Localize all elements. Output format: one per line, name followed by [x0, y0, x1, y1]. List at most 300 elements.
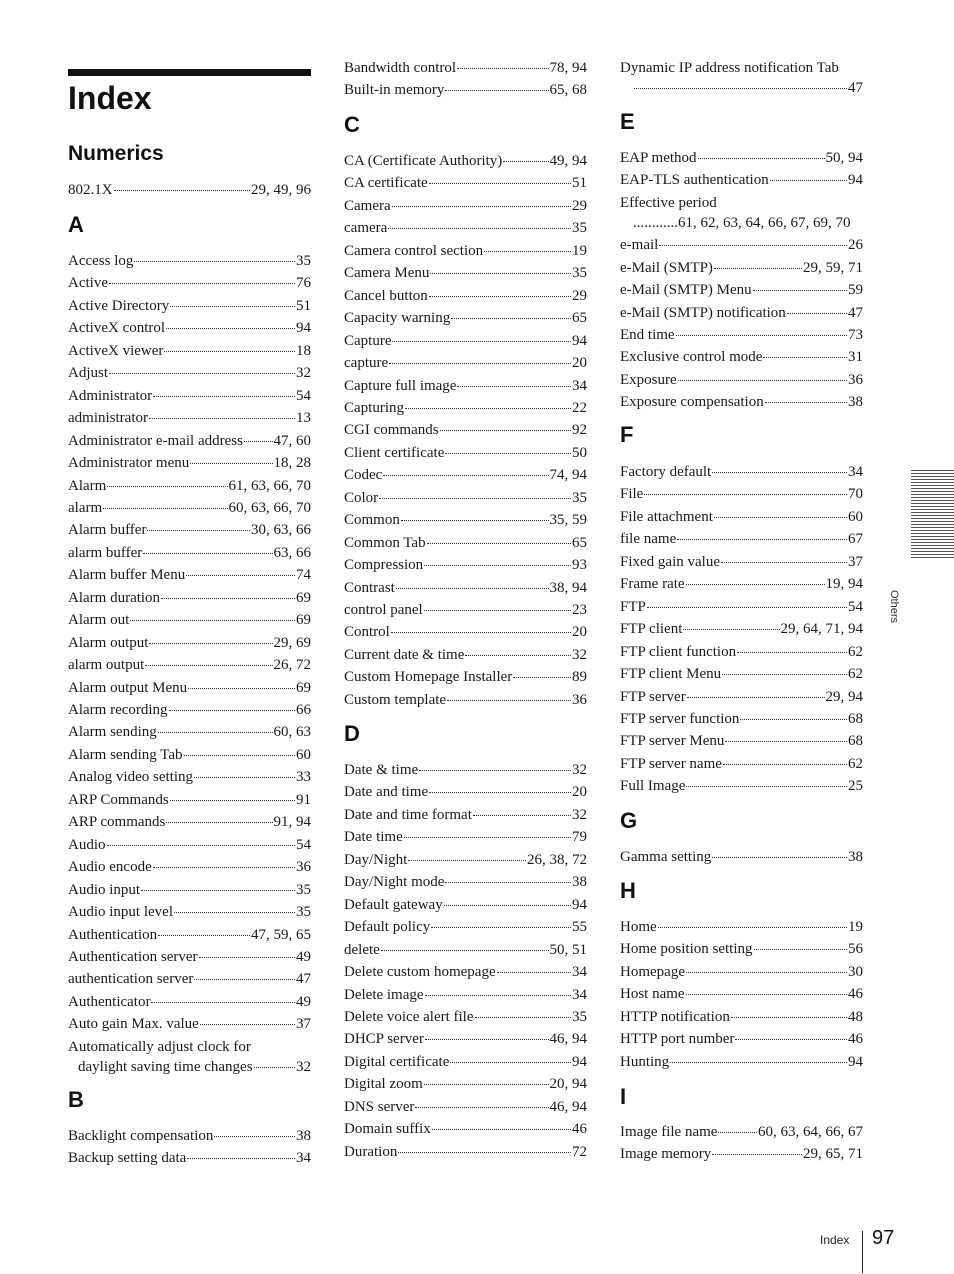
entry-term: FTP server	[620, 688, 686, 705]
index-entry	[68, 432, 311, 450]
dot-leader	[475, 1017, 571, 1018]
entry-term: Home position setting	[620, 941, 753, 958]
index-entry	[344, 152, 587, 170]
entry-term: Digital zoom	[344, 1076, 423, 1093]
entry-term: Active	[68, 275, 108, 292]
entry-term: FTP	[620, 598, 646, 615]
entry-pages: 46	[848, 986, 863, 1003]
entry-term: File attachment	[620, 508, 713, 525]
index-entry	[68, 791, 311, 809]
dot-leader	[103, 508, 227, 509]
index-entry	[344, 444, 587, 462]
dot-leader	[254, 1067, 295, 1068]
entry-term: ActiveX viewer	[68, 342, 164, 359]
entry-term: Exposure compensation	[620, 394, 764, 411]
entry-pages: 62	[848, 643, 863, 660]
index-entry	[68, 679, 311, 697]
entry-pages: 91, 94	[273, 814, 311, 831]
dot-leader	[450, 1062, 571, 1063]
index-entry	[620, 59, 863, 97]
dot-leader	[190, 463, 272, 464]
index-entry	[344, 219, 587, 237]
dot-leader	[424, 610, 571, 611]
entry-term: control panel	[344, 602, 423, 618]
index-entry	[620, 1008, 863, 1026]
dot-leader	[647, 607, 847, 608]
dot-leader	[199, 957, 295, 958]
index-entry	[620, 236, 863, 254]
index-entry	[344, 601, 587, 619]
entry-term: camera	[344, 220, 388, 237]
entry-pages: 69	[296, 612, 311, 629]
entry-term: Alarm sending Tab	[68, 746, 183, 763]
index-entry	[620, 485, 863, 503]
index-entry	[620, 281, 863, 299]
index-entry	[68, 1149, 311, 1167]
entry-term: e-Mail (SMTP) notification	[620, 304, 786, 321]
dot-leader	[149, 418, 295, 419]
entry-term: Effective period	[620, 194, 717, 211]
index-entry	[68, 521, 311, 539]
entry-term: Alarm buffer Menu	[68, 567, 186, 584]
dot-leader	[686, 994, 847, 995]
entry-term: Adjust	[68, 365, 109, 382]
entry-pages: 32	[296, 1058, 311, 1075]
dot-leader	[114, 190, 250, 191]
entry-pages: 34	[572, 986, 587, 1003]
entry-pages: 69	[296, 679, 311, 696]
index-entry	[344, 377, 587, 395]
index-entry	[620, 665, 863, 683]
entry-pages: 65, 68	[549, 82, 587, 99]
entry-pages: 29, 94	[825, 688, 863, 705]
dot-leader	[787, 313, 847, 314]
entry-term: Domain suffix	[344, 1121, 431, 1138]
entry-pages: 60, 63, 64, 66, 67	[758, 1124, 863, 1140]
dot-leader	[244, 441, 273, 442]
entry-term: Contrast	[344, 579, 395, 596]
dot-leader	[445, 90, 548, 91]
index-entry	[68, 1127, 311, 1145]
dot-leader	[174, 912, 295, 913]
entry-pages: 91	[296, 791, 311, 808]
entry-term: DHCP server	[344, 1031, 424, 1048]
dot-leader	[725, 741, 847, 742]
entry-pages: 38	[572, 874, 587, 891]
entry-term: capture	[344, 355, 389, 372]
entry-pages: 32	[572, 806, 587, 823]
dot-leader	[513, 677, 571, 678]
entry-term: Color	[344, 489, 379, 506]
entry-pages: 46, 94	[549, 1031, 587, 1048]
index-entry	[68, 768, 311, 786]
index-entry	[344, 309, 587, 327]
dot-leader	[714, 268, 802, 269]
dot-leader	[753, 290, 847, 291]
dot-leader	[425, 995, 571, 996]
entry-pages: 32	[572, 762, 587, 778]
index-entry	[68, 319, 311, 337]
section-heading: F	[620, 422, 634, 447]
dot-leader	[170, 306, 295, 307]
dot-leader	[429, 296, 571, 297]
dot-leader	[473, 815, 571, 816]
entry-pages: 34	[572, 964, 587, 981]
entry-pages: 51	[296, 297, 311, 314]
entry-pages: 93	[572, 557, 587, 574]
entry-term: Capture full image	[344, 377, 457, 394]
dot-leader	[194, 979, 295, 980]
dot-leader	[153, 396, 295, 397]
entry-term: Camera Menu	[344, 265, 430, 282]
index-entry	[344, 623, 587, 641]
entry-term: e-mail	[620, 237, 659, 254]
entry-term: authentication server	[68, 971, 194, 988]
entry-pages: 74	[296, 567, 311, 584]
entry-pages: 51	[572, 175, 587, 192]
entry-pages: 61, 63, 66, 70	[228, 477, 311, 494]
index-entry	[68, 477, 311, 495]
dot-leader	[164, 351, 295, 352]
entry-pages: 60, 63, 66, 70	[228, 499, 311, 516]
index-entry	[68, 387, 311, 405]
entry-pages: 34	[848, 464, 863, 480]
entry-pages: 29, 49, 96	[251, 182, 311, 198]
entry-pages: 20	[572, 784, 587, 801]
dot-leader	[200, 1024, 295, 1025]
dot-leader	[451, 318, 571, 319]
entry-term: Digital certificate	[344, 1053, 450, 1070]
dot-leader	[712, 1154, 802, 1155]
entry-pages: 35	[572, 265, 587, 282]
dot-leader	[186, 575, 295, 576]
entry-pages: 60	[848, 508, 863, 525]
dot-leader	[381, 950, 549, 951]
dot-leader	[686, 786, 847, 787]
index-entry	[68, 364, 311, 382]
entry-pages: 35	[572, 1008, 587, 1025]
entry-term: FTP client Menu	[620, 666, 722, 683]
entry-pages: 32	[296, 365, 311, 382]
dot-leader	[130, 620, 295, 621]
index-entry	[68, 813, 311, 831]
entry-pages: 29, 59, 71	[803, 259, 863, 276]
entry-term: EAP-TLS authentication	[620, 172, 769, 189]
index-entry	[68, 926, 311, 944]
section-heading: I	[620, 1084, 627, 1109]
entry-term: Auto gain Max. value	[68, 1016, 199, 1033]
entry-pages: 69	[296, 589, 311, 606]
index-entry	[620, 1123, 863, 1141]
entry-term: Frame rate	[620, 576, 685, 593]
entry-term: Camera control section	[344, 242, 484, 259]
entry-term: HTTP port number	[620, 1031, 735, 1048]
entry-term: Capture	[344, 332, 392, 349]
entry-term: Date and time format	[344, 806, 472, 823]
entry-term: Homepage	[620, 963, 685, 980]
entry-pages: 34	[296, 1150, 311, 1167]
index-entry	[68, 589, 311, 607]
dot-leader	[686, 584, 825, 585]
dot-leader: ............	[633, 214, 678, 231]
dot-leader	[141, 890, 295, 891]
entry-pages: 47	[296, 971, 311, 988]
index-entry	[620, 620, 863, 638]
entry-pages: 20, 94	[549, 1076, 587, 1093]
entry-term: CA certificate	[344, 175, 428, 192]
entry-term: Alarm	[68, 477, 107, 494]
index-entry	[68, 454, 311, 472]
dot-leader	[379, 498, 571, 499]
dot-leader	[401, 520, 549, 521]
index-entry	[620, 1145, 863, 1163]
index-entry	[620, 371, 863, 389]
entry-pages: 33	[296, 769, 311, 786]
entry-term: Client certificate	[344, 444, 445, 461]
index-entry	[68, 252, 311, 270]
entry-pages: 29, 64, 71, 94	[780, 621, 863, 638]
section-heading: C	[344, 112, 360, 137]
index-entry	[620, 985, 863, 1003]
entry-term: Backlight compensation	[68, 1128, 214, 1144]
dot-leader	[445, 453, 571, 454]
dot-leader	[424, 565, 571, 566]
index-entry	[68, 566, 311, 584]
dot-leader	[659, 245, 847, 246]
dot-leader	[143, 553, 272, 554]
index-entry	[344, 1030, 587, 1048]
entry-term-continued: daylight saving time changes	[78, 1058, 253, 1075]
entry-term: Alarm sending	[68, 724, 157, 741]
entry-pages: 30, 63, 66	[251, 522, 311, 539]
entry-pages: 50	[572, 444, 587, 461]
section-heading: D	[344, 721, 360, 746]
entry-pages: 37	[296, 1016, 311, 1033]
dot-leader	[698, 158, 825, 159]
dot-leader	[497, 972, 571, 973]
entry-pages: 94	[572, 332, 587, 349]
dot-leader	[676, 335, 847, 336]
entry-term: Access log	[68, 253, 134, 269]
entry-term: Compression	[344, 557, 424, 574]
entry-term: e-Mail (SMTP)	[620, 259, 713, 276]
entry-pages: 35	[572, 220, 587, 237]
entry-pages: 29	[572, 197, 587, 214]
index-entry	[344, 466, 587, 484]
entry-term: Delete custom homepage	[344, 964, 496, 981]
dot-leader	[447, 700, 571, 701]
index-entry	[68, 723, 311, 741]
index-entry	[344, 963, 587, 981]
entry-term: Exclusive control mode	[620, 349, 763, 366]
entry-term: Hunting	[620, 1053, 670, 1070]
dot-leader	[388, 228, 571, 229]
entry-pages: 94	[296, 320, 311, 337]
entry-term: Default gateway	[344, 896, 443, 913]
index-entry	[620, 710, 863, 728]
entry-term: Built-in memory	[344, 82, 445, 99]
entry-pages: 19	[572, 242, 587, 259]
index-entry	[620, 530, 863, 548]
entry-term: Automatically adjust clock for	[68, 1038, 251, 1055]
entry-pages: 38, 94	[549, 579, 587, 596]
index-entry	[68, 1015, 311, 1033]
entry-term: alarm buffer	[68, 544, 143, 561]
entry-term: delete	[344, 941, 380, 958]
dot-leader	[754, 949, 848, 950]
dot-leader	[415, 1107, 548, 1108]
entry-pages: 18, 28	[273, 455, 311, 472]
index-entry	[344, 1120, 587, 1138]
index-entry	[620, 643, 863, 661]
entry-pages: 74, 94	[549, 467, 587, 484]
index-entry	[68, 903, 311, 921]
entry-pages: 92	[572, 422, 587, 439]
dot-leader	[740, 719, 847, 720]
entry-pages: 54	[296, 836, 311, 853]
index-entry	[68, 634, 311, 652]
entry-pages: 19, 94	[825, 576, 863, 593]
index-entry	[68, 881, 311, 899]
entry-term: End time	[620, 327, 675, 343]
entry-term: Audio	[68, 836, 106, 853]
entry-term: Administrator menu	[68, 455, 190, 472]
index-entry	[620, 553, 863, 571]
dot-leader	[431, 927, 571, 928]
entry-term: FTP client	[620, 621, 683, 638]
dot-leader	[166, 328, 295, 329]
dot-leader	[109, 283, 295, 284]
entry-term: Host name	[620, 986, 685, 1003]
entry-pages: 79	[572, 829, 587, 846]
dot-leader	[670, 1062, 847, 1063]
dot-leader	[440, 430, 571, 431]
index-entry	[620, 463, 863, 481]
dot-leader	[214, 1136, 295, 1137]
dot-leader	[169, 710, 295, 711]
index-entry	[68, 746, 311, 764]
index-entry	[344, 783, 587, 801]
index-entry	[620, 348, 863, 366]
index-entry	[620, 940, 863, 958]
entry-pages: 47	[848, 304, 863, 321]
dot-leader	[465, 655, 571, 656]
dot-leader	[731, 1017, 847, 1018]
entry-term: Capturing	[344, 399, 404, 416]
entry-term: Administrator	[68, 387, 153, 404]
entry-term: CA (Certificate Authority)	[344, 153, 503, 169]
dot-leader	[677, 539, 847, 540]
entry-term: Delete voice alert file	[344, 1008, 474, 1025]
dot-leader	[712, 857, 847, 858]
section-heading: B	[68, 1087, 84, 1112]
index-entry	[620, 393, 863, 411]
entry-pages: 47	[848, 80, 863, 96]
entry-pages: 29, 65, 71	[803, 1146, 863, 1163]
index-entry	[344, 691, 587, 709]
index-entry	[620, 508, 863, 526]
dot-leader	[430, 273, 571, 274]
page-title: Index	[68, 80, 152, 116]
entry-term: Alarm buffer	[68, 522, 147, 539]
index-entry	[68, 970, 311, 988]
entry-pages: 36	[572, 691, 587, 708]
entry-term: Date & time	[344, 762, 419, 778]
entry-term: Authentication	[68, 926, 158, 943]
index-entry	[344, 81, 587, 99]
entry-term: administrator	[68, 410, 148, 427]
entry-term: Image file name	[620, 1124, 718, 1140]
entry-term: ActiveX control	[68, 320, 166, 337]
dot-leader	[429, 792, 571, 793]
dot-leader	[686, 972, 847, 973]
index-entry	[344, 761, 587, 779]
dot-leader	[398, 1152, 571, 1153]
entry-pages: 13	[296, 410, 311, 427]
entry-term: alarm output	[68, 657, 145, 674]
section-thumb-tab	[911, 470, 954, 560]
index-entry	[620, 194, 863, 232]
index-entry	[344, 873, 587, 891]
entry-pages: 73	[848, 327, 863, 343]
dot-leader	[107, 486, 227, 487]
index-entry	[344, 941, 587, 959]
index-entry	[620, 963, 863, 981]
dot-leader	[432, 1129, 571, 1130]
section-heading: G	[620, 808, 638, 833]
dot-leader	[683, 629, 779, 630]
index-entry	[68, 1038, 311, 1076]
index-entry	[344, 511, 587, 529]
index-entry	[344, 1008, 587, 1026]
entry-pages: 46	[848, 1031, 863, 1048]
entry-pages: 46, 94	[549, 1098, 587, 1115]
entry-pages: 67	[848, 531, 863, 548]
dot-leader	[158, 935, 250, 936]
title-rule	[68, 69, 311, 76]
entry-pages: 50, 94	[825, 150, 863, 166]
entry-term: Backup setting data	[68, 1150, 187, 1167]
entry-pages: 59	[848, 282, 863, 299]
dot-leader	[424, 1084, 549, 1085]
entry-pages: 54	[848, 598, 863, 615]
index-entry	[620, 732, 863, 750]
index-entry	[68, 544, 311, 562]
entry-pages: 78, 94	[549, 60, 587, 76]
entry-pages: 29, 69	[273, 634, 311, 651]
entry-pages: 26, 38, 72	[527, 851, 587, 868]
entry-term: EAP method	[620, 150, 697, 166]
entry-pages: 50, 51	[549, 941, 587, 958]
index-entry	[68, 701, 311, 719]
section-heading: A	[68, 212, 84, 237]
dot-leader	[145, 665, 272, 666]
entry-term: Duration	[344, 1143, 398, 1160]
index-entry	[344, 534, 587, 552]
entry-term: Date time	[344, 829, 403, 846]
entry-term: Alarm output Menu	[68, 679, 188, 696]
index-entry	[620, 575, 863, 593]
dot-leader	[721, 562, 847, 563]
entry-term: file name	[620, 531, 677, 548]
index-entry	[620, 304, 863, 322]
entry-term: Day/Night mode	[344, 874, 445, 891]
footer-divider	[862, 1231, 863, 1273]
entry-pages: 20	[572, 355, 587, 372]
entry-pages: 72	[572, 1143, 587, 1160]
entry-term: Administrator e-mail address	[68, 432, 243, 449]
index-entry	[344, 556, 587, 574]
